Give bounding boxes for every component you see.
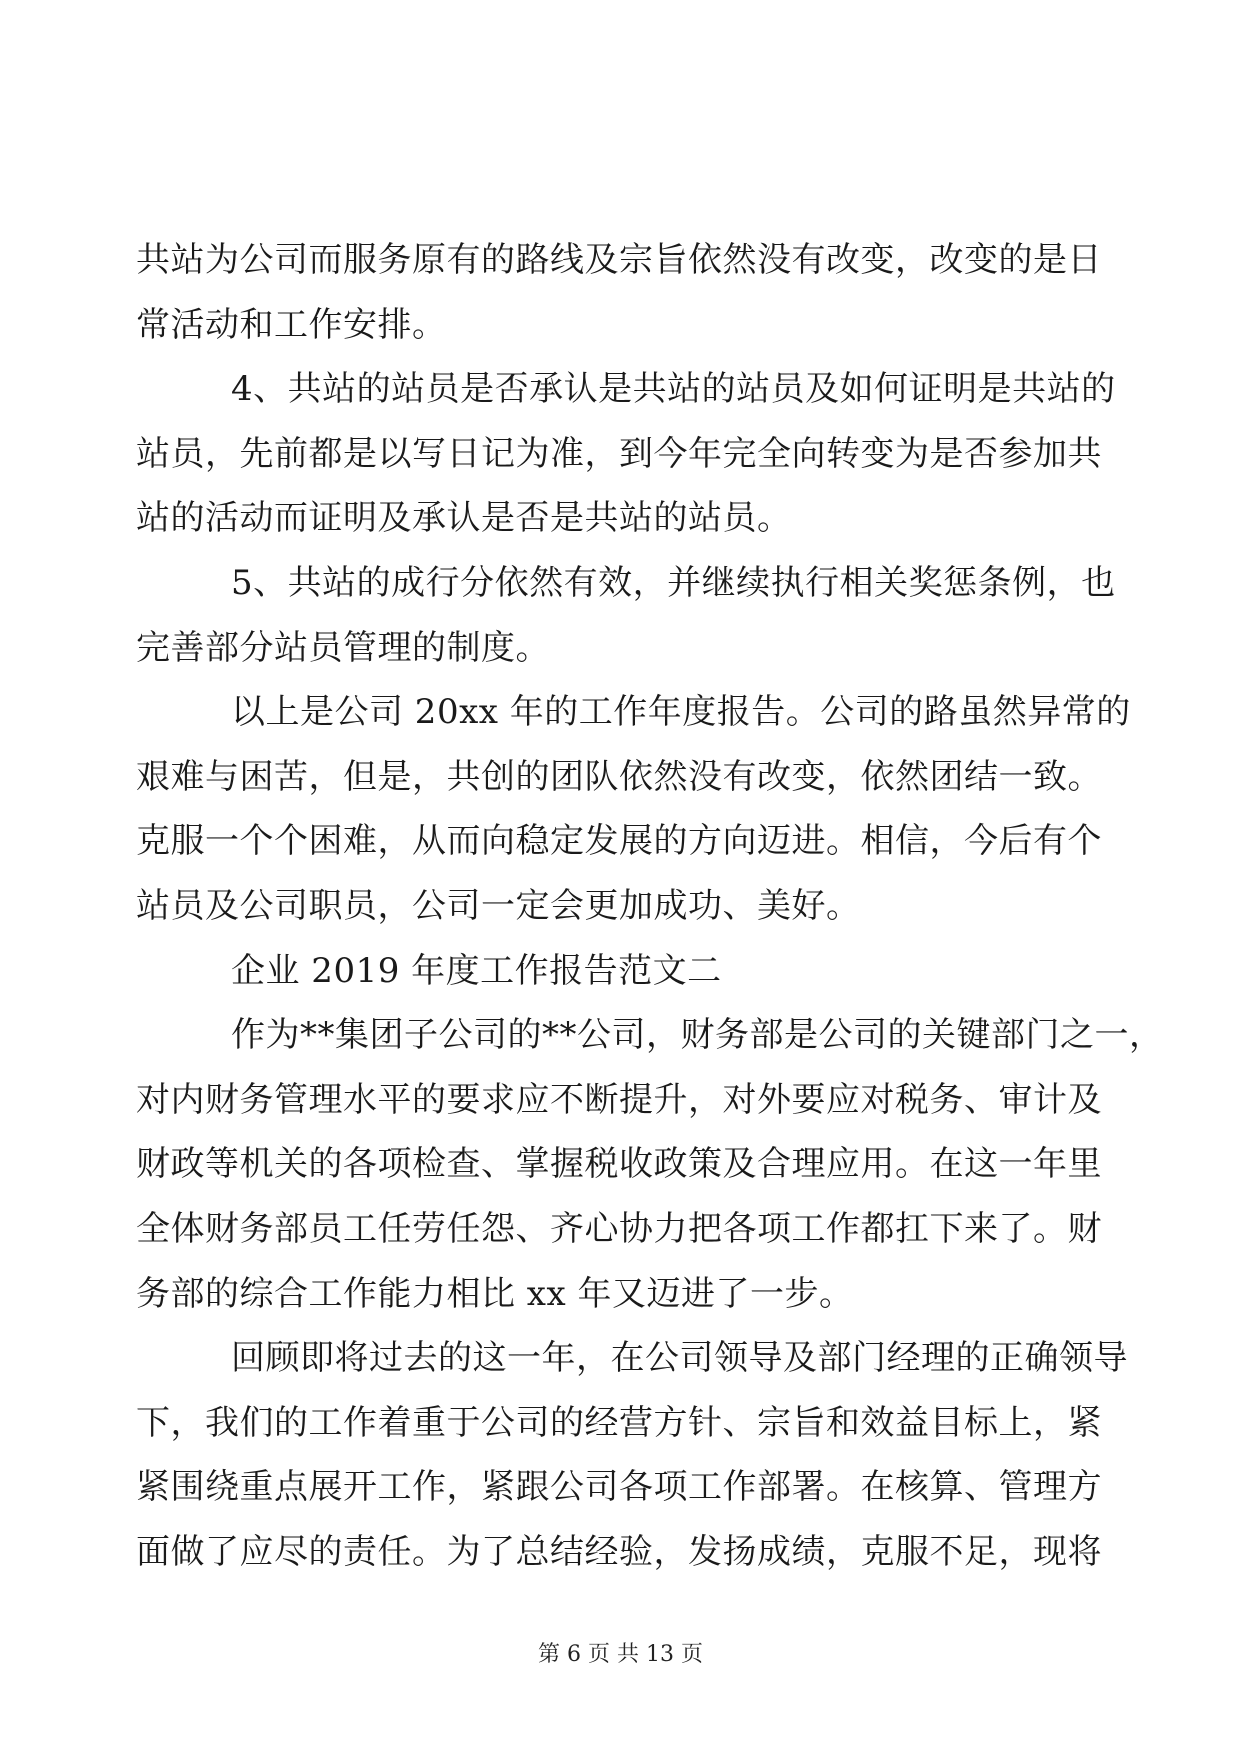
text-line: 站的活动而证明及承认是否是共站的站员。 [136,498,792,539]
text-line: 面做了应尽的责任。为了总结经验，发扬成绩，克服不足，现将 [136,1531,1102,1572]
section-heading: 企业 2019 年度工作报告范文二 [231,950,722,991]
document-body [136,228,1164,1584]
text-line: 克服一个个困难，从而向稳定发展的方向迈进。相信，今后有个 [136,821,1102,862]
text-line: 站员及公司职员，公司一定会更加成功、美好。 [136,885,861,926]
text-line: 共站为公司而服务原有的路线及宗旨依然没有改变，改变的是日 [136,240,1102,280]
list-item-5: 5、共站的成行分依然有效，并继续执行相关奖惩条例，也 [231,562,1116,603]
text-line: 下，我们的工作着重于公司的经营方针、宗旨和效益目标上，紧 [136,1402,1102,1443]
paragraph-start: 作为**集团子公司的**公司，财务部是公司的关键部门之一， [231,1015,1164,1056]
text-line: 站员，先前都是以写日记为准，到今年完全向转变为是否参加共 [136,433,1102,474]
paragraph-start: 回顾即将过去的这一年，在公司领导及部门经理的正确领导 [231,1338,1128,1379]
text-line: 常活动和工作安排。 [136,304,447,345]
text-line: 全体财务部员工任劳任怨、齐心协力把各项工作都扛下来了。财 [136,1208,1102,1249]
text-line: 完善部分站员管理的制度。 [136,627,550,668]
text-line: 务部的综合工作能力相比 xx 年又迈进了一步。 [136,1273,854,1314]
page-number-footer: 第 6 页 共 13 页 [538,1642,703,1667]
list-item-4: 4、共站的站员是否承认是共站的站员及如何证明是共站的 [231,369,1116,410]
text-line: 紧围绕重点展开工作，紧跟公司各项工作部署。在核算、管理方 [136,1467,1102,1508]
text-line: 对内财务管理水平的要求应不断提升，对外要应对税务、审计及 [136,1079,1102,1120]
paragraph-start: 以上是公司 20xx 年的工作年度报告。公司的路虽然异常的 [231,692,1131,733]
text-line: 艰难与困苦，但是，共创的团队依然没有改变，依然团结一致。 [136,756,1102,797]
text-line: 财政等机关的各项检查、掌握税收政策及合理应用。在这一年里 [136,1144,1102,1185]
